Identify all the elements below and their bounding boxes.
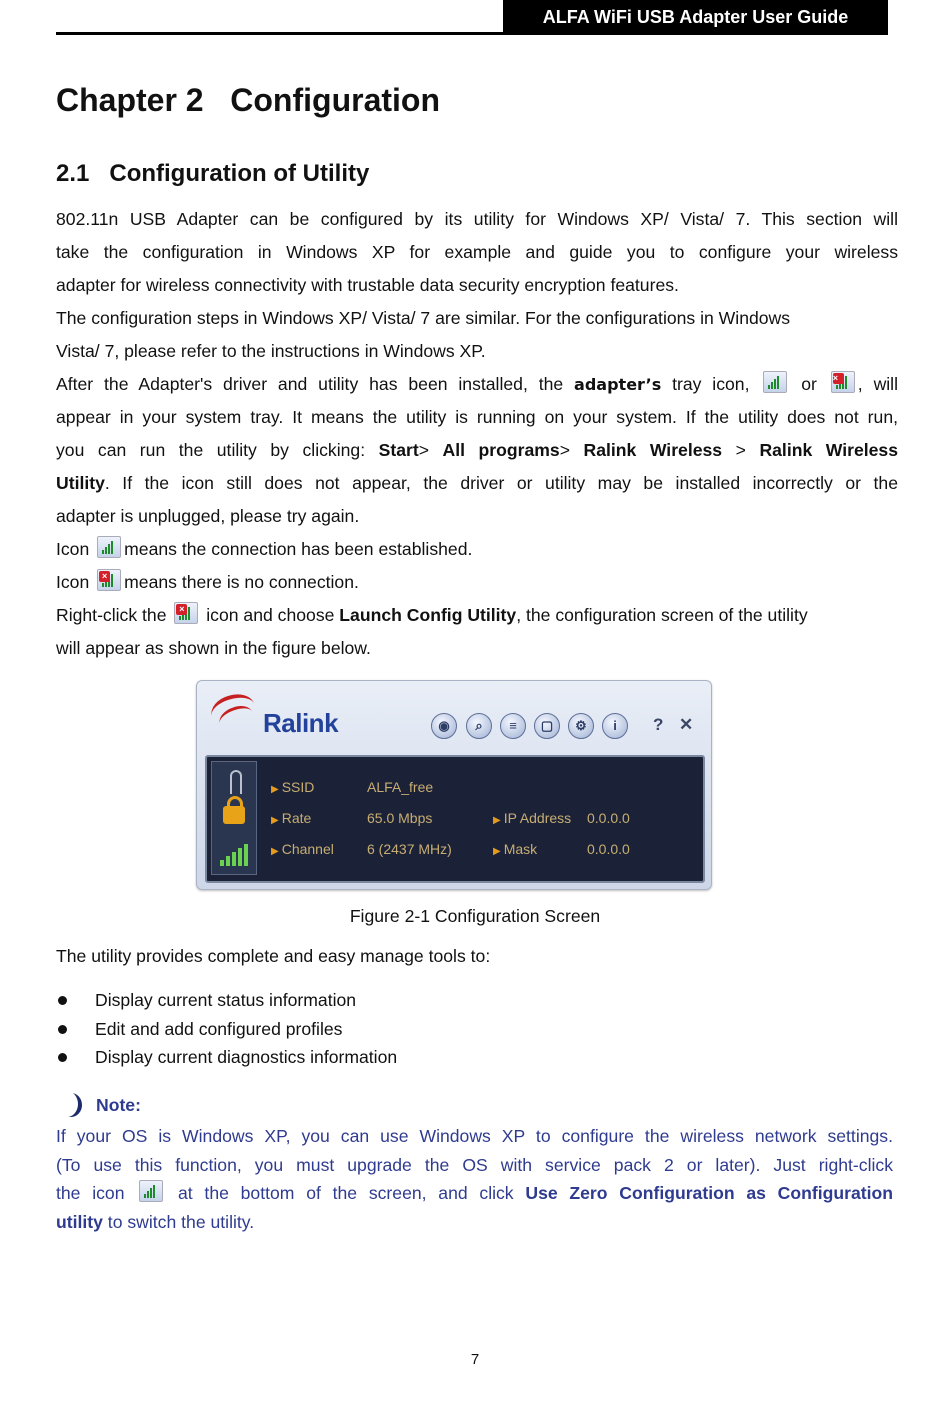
ssid-value: ALFA_free	[367, 779, 434, 795]
rss-icon[interactable]: ◉	[431, 713, 457, 739]
text: Icon	[56, 572, 95, 592]
paragraph-line	[56, 599, 898, 632]
gear-icon[interactable]: ⚙	[568, 713, 594, 739]
list-icon[interactable]: ≡	[500, 713, 526, 739]
paragraph-line: appear in your system tray. It means the utility is running on your system. If the utility does not run,	[56, 407, 898, 427]
note-label: Note:	[96, 1094, 141, 1115]
zero-config-text: utility	[56, 1212, 103, 1233]
paragraph-line: will appear as shown in the figure below.	[56, 638, 371, 658]
paragraph-line: adapter is unplugged, please try again.	[56, 506, 360, 526]
paragraph-line	[56, 533, 898, 566]
text: , the configuration screen of the utility	[516, 605, 808, 625]
text: >	[722, 440, 760, 460]
text: adapter’s	[574, 375, 662, 394]
text: means there is no connection.	[124, 572, 359, 592]
text: Icon	[56, 539, 95, 559]
text: means the connection has been established.	[124, 539, 473, 559]
ip-address-label: ▶ IP Address	[493, 810, 572, 826]
note-line	[56, 1208, 893, 1237]
connected-tray-icon	[97, 536, 121, 558]
zero-config-text: Use Zero Configuration as Configuration	[525, 1183, 893, 1204]
text: or	[801, 374, 828, 394]
connected-tray-icon	[139, 1180, 163, 1202]
text: >	[418, 440, 443, 460]
info-icon[interactable]: i	[602, 713, 628, 739]
paragraph-line: take the configuration in Windows XP for example and guide you to configure your wireless	[56, 242, 898, 262]
launch-config-utility-text: Launch Config Utility	[339, 605, 517, 625]
text: >	[559, 440, 584, 460]
connected-tray-icon	[763, 371, 787, 393]
note-heading	[56, 1092, 141, 1118]
paragraph-line: Vista/ 7, please refer to the instructions in Windows XP.	[56, 341, 486, 361]
menu-path-start: Start	[378, 440, 419, 460]
page-icon[interactable]: ▢	[534, 713, 560, 739]
paragraph-line: 802.11n USB Adapter can be configured by its utility for Windows XP/ Vista/ 7. This section will	[56, 209, 898, 229]
disconnected-tray-icon: ×	[174, 602, 198, 624]
utility-screenshot	[196, 680, 712, 890]
chapter-title: Chapter 2 Configuration	[56, 82, 440, 118]
channel-label: ▶ Channel	[271, 841, 334, 857]
paragraph-line	[56, 368, 898, 401]
text: to switch the utility.	[102, 1212, 255, 1233]
menu-path-all-programs: All programs	[442, 440, 560, 460]
paragraph-line: The configuration steps in Windows XP/ Vista/ 7 are similar. For the configurations in Windows	[56, 308, 791, 328]
paragraph-line	[56, 434, 898, 467]
channel-value: 6 (2437 MHz)	[367, 841, 452, 857]
ssid-label: ▶ SSID	[271, 779, 315, 795]
paragraph-line	[56, 467, 898, 500]
list-item: Display current status information	[56, 986, 397, 1015]
text: the icon	[56, 1183, 137, 1204]
disconnected-tray-icon: ×	[831, 371, 855, 393]
note-line: If your OS is Windows XP, you can use Windows XP to configure the wireless network settings.	[56, 1126, 893, 1146]
paragraph-line: adapter for wireless connectivity with trustable data security encryption features.	[56, 275, 679, 295]
signal-icon[interactable]	[220, 844, 248, 866]
note-line: (To use this function, you must upgrade the OS with service pack 2 or later). Just right-click	[56, 1154, 893, 1175]
page-number: 7	[470, 1351, 480, 1368]
text: icon and choose	[201, 605, 340, 625]
feature-list	[56, 986, 397, 1072]
text: you can run the utility by clicking:	[56, 440, 379, 460]
close-button[interactable]: ✕	[679, 715, 694, 734]
text: Right-click the	[56, 605, 172, 625]
figure-caption: Figure 2-1 Configuration Screen	[349, 906, 601, 926]
menu-path-ralink-wireless-utility: Ralink Wireless	[759, 440, 898, 460]
rate-label: ▶ Rate	[271, 810, 312, 826]
menu-path-ralink-wireless: Ralink Wireless	[583, 440, 723, 460]
lock-icon[interactable]	[223, 806, 245, 824]
note-line	[56, 1179, 893, 1208]
disconnected-tray-icon: ×	[97, 569, 121, 591]
mask-value: 0.0.0.0	[587, 841, 630, 857]
text: After the Adapter's driver and utility has been installed, the	[56, 374, 575, 394]
text: tray icon,	[661, 374, 750, 394]
ralink-logo: Ralink	[263, 708, 339, 738]
note-text	[56, 1122, 893, 1237]
mask-label: ▶ Mask	[493, 841, 538, 857]
list-item: Display current diagnostics information	[56, 1043, 397, 1072]
rate-value: 65.0 Mbps	[367, 810, 433, 826]
paragraph-line	[56, 566, 898, 599]
section-title: 2.1 Configuration of Utility	[56, 160, 370, 187]
status-panel	[205, 755, 705, 883]
note-icon	[56, 1092, 82, 1118]
search-icon[interactable]: ⌕	[466, 713, 492, 739]
status-sidebar	[211, 761, 257, 875]
menu-path-utility: Utility	[56, 473, 105, 493]
ip-address-value: 0.0.0.0	[587, 810, 630, 826]
antenna-icon[interactable]	[230, 770, 242, 794]
text: , will	[857, 374, 898, 394]
body-text	[56, 203, 898, 665]
text: . If the icon still does not appear, the driver or utility may be installed incorrectly or the	[104, 473, 898, 493]
list-item: Edit and add configured profiles	[56, 1015, 397, 1044]
header-title: ALFA WiFi USB Adapter User Guide	[503, 0, 888, 35]
help-button[interactable]: ?	[653, 715, 664, 734]
text: at the bottom of the screen, and click	[166, 1183, 526, 1204]
intro-text: The utility provides complete and easy manage tools to:	[56, 946, 491, 966]
